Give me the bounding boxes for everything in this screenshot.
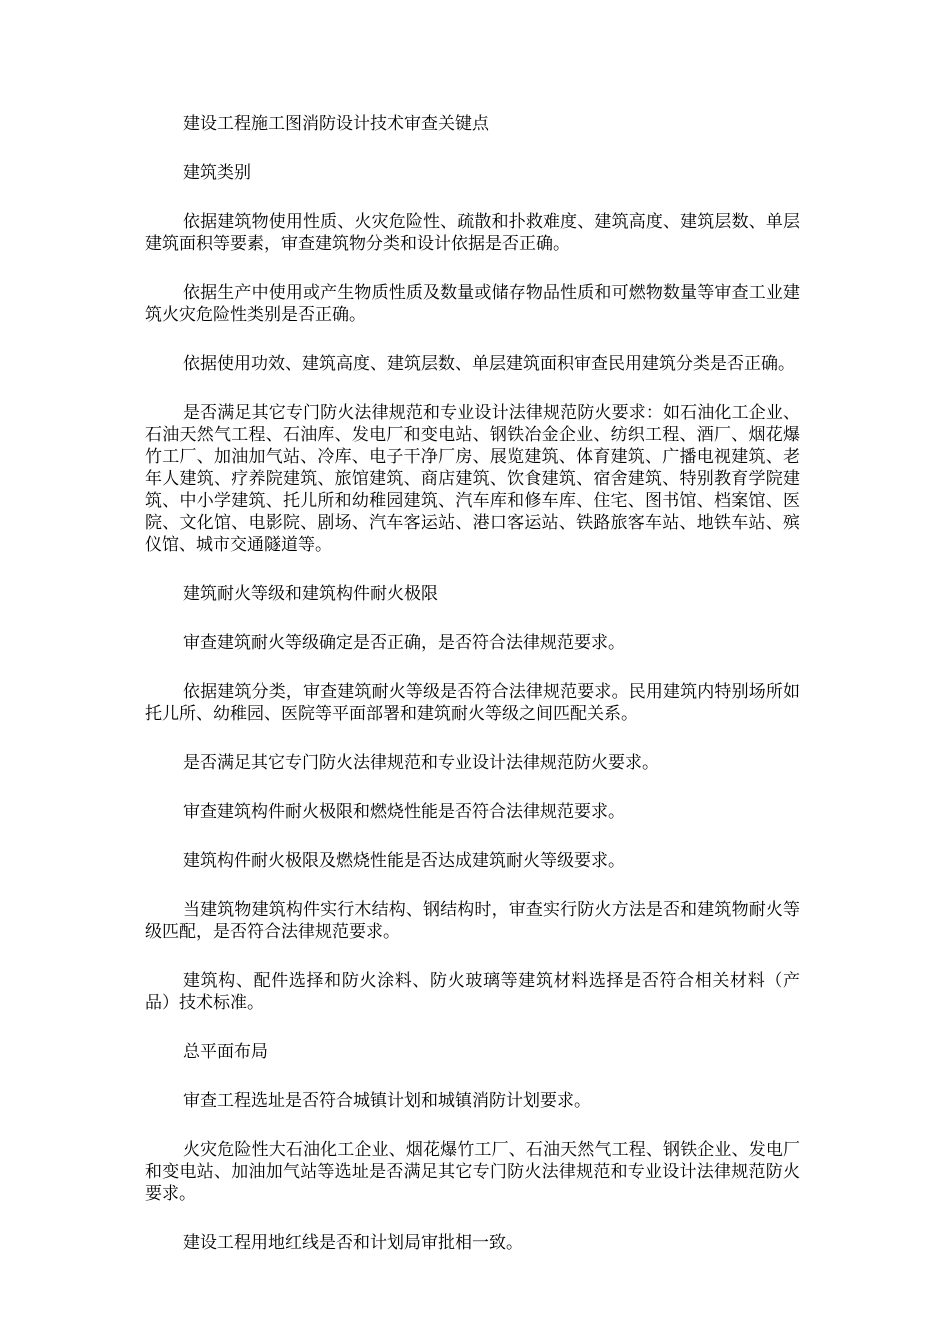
paragraph: 建筑构、配件选择和防火涂料、防火玻璃等建筑材料选择是否符合相关材料（产品）技术标准。 (145, 971, 800, 1013)
document-title: 建设工程施工图消防设计技术审查关键点 (183, 114, 489, 134)
document-body (145, 113, 800, 1281)
section-heading-site-layout: 总平面布局 (183, 1042, 268, 1062)
paragraph: 依据生产中使用或产生物质性质及数量或储存物品性质和可燃物数量等审查工业建筑火灾危险性类别是否正确。 (145, 283, 800, 325)
paragraph: 审查建筑耐火等级确定是否正确，是否符合法律规范要求。 (183, 633, 625, 653)
section-heading-fire-resistance: 建筑耐火等级和建筑构件耐火极限 (183, 584, 438, 604)
paragraph: 审查建筑构件耐火极限和燃烧性能是否符合法律规范要求。 (183, 802, 625, 822)
paragraph: 依据建筑物使用性质、火灾危险性、疏散和扑救难度、建筑高度、建筑层数、单层建筑面积等要素，审查建筑物分类和设计依据是否正确。 (145, 212, 800, 254)
paragraph: 建筑构件耐火极限及燃烧性能是否达成建筑耐火等级要求。 (183, 851, 625, 871)
paragraph: 建设工程用地红线是否和计划局审批相一致。 (183, 1233, 523, 1253)
paragraph: 依据建筑分类，审查建筑耐火等级是否符合法律规范要求。民用建筑内特别场所如托儿所、幼稚园、医院等平面部署和建筑耐火等级之间匹配关系。 (145, 682, 800, 724)
paragraph: 审查工程选址是否符合城镇计划和城镇消防计划要求。 (183, 1091, 591, 1111)
section-heading-building-category: 建筑类别 (183, 163, 251, 183)
paragraph: 是否满足其它专门防火法律规范和专业设计法律规范防火要求：如石油化工企业、石油天然气工程、石油库、发电厂和变电站、钢铁冶金企业、纺织工程、酒厂、烟花爆竹工厂、加油加气站、冷库、电子干净厂房、展览建筑、体育建筑、广播电视建筑、老年人建筑、疗养院建筑、旅馆建筑、商店建筑、饮食建筑、宿舍建筑、特别教育学院建筑、中小学建筑、托儿所和幼稚园建筑、汽车库和修车库、住宅、图书馆、档案馆、医院、文化馆、电影院、剧场、汽车客运站、港口客运站、铁路旅客车站、地铁车站、殡仪馆、城市交通隧道等。 (145, 403, 800, 555)
paragraph: 当建筑物建筑构件实行木结构、钢结构时，审查实行防火方法是否和建筑物耐火等级匹配，是否符合法律规范要求。 (145, 900, 800, 942)
paragraph: 是否满足其它专门防火法律规范和专业设计法律规范防火要求。 (183, 753, 659, 773)
paragraph: 依据使用功效、建筑高度、建筑层数、单层建筑面积审查民用建筑分类是否正确。 (183, 354, 795, 374)
paragraph: 火灾危险性大石油化工企业、烟花爆竹工厂、石油天然气工程、钢铁企业、发电厂和变电站、加油加气站等选址是否满足其它专门防火法律规范和专业设计法律规范防火要求。 (145, 1140, 800, 1204)
